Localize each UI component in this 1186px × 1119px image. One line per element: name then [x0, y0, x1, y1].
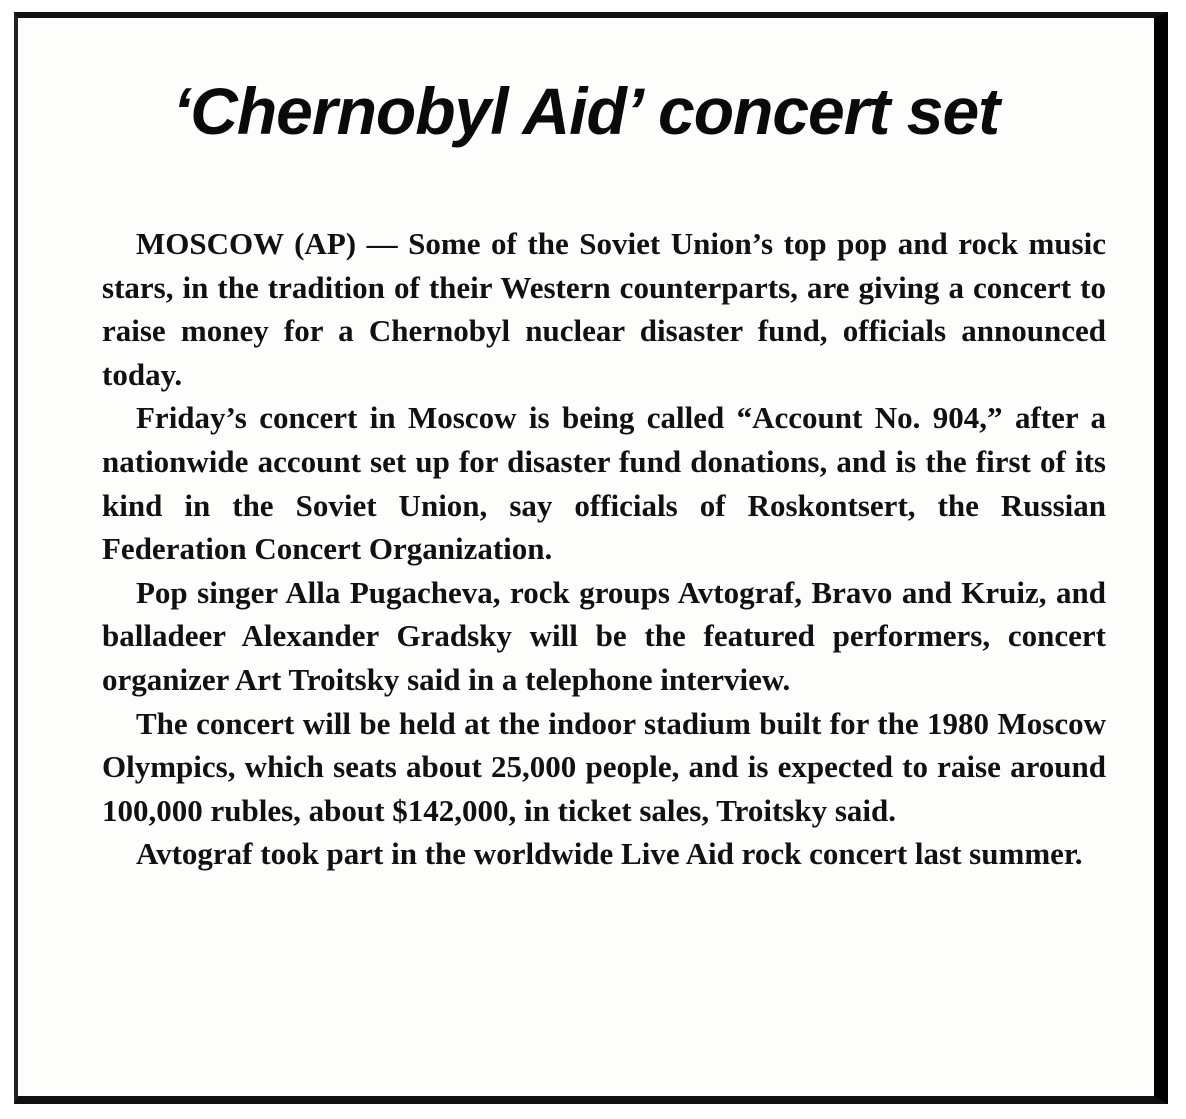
newspaper-clipping — [14, 12, 1168, 1104]
paragraph: The concert will be held at the indoor stadium built for the 1980 Moscow Olympics, which seats about 25,000 people, and is expected to raise around 100,000 rubles, about $142,000, in ticket sales, Troitsky said. — [102, 705, 1106, 828]
article-body — [102, 222, 1106, 876]
paragraph: Avtograf took part in the worldwide Live Aid rock concert last summer. — [136, 836, 1083, 872]
headline: ‘Chernobyl Aid’ concert set — [172, 74, 1000, 148]
paragraph: Friday’s concert in Moscow is being called “Account No. 904,” after a nationwide account set up for disaster fund donations, and is the first of its kind in the Soviet Union, say officials of Roskontsert, the Russian Federation Concert Organization. — [102, 400, 1106, 567]
paragraph: MOSCOW (AP) — Some of the Soviet Union’s top pop and rock music stars, in the tradition of their Western counterparts, are giving a concert to raise money for a Chernobyl nuclear disaster fund, officials announced today. — [102, 226, 1106, 392]
paragraph: Pop singer Alla Pugacheva, rock groups Avtograf, Bravo and Kruiz, and balladeer Alexander Gradsky will be the featured performers, concert organizer Art Troitsky said in a telephone interview. — [102, 574, 1106, 697]
